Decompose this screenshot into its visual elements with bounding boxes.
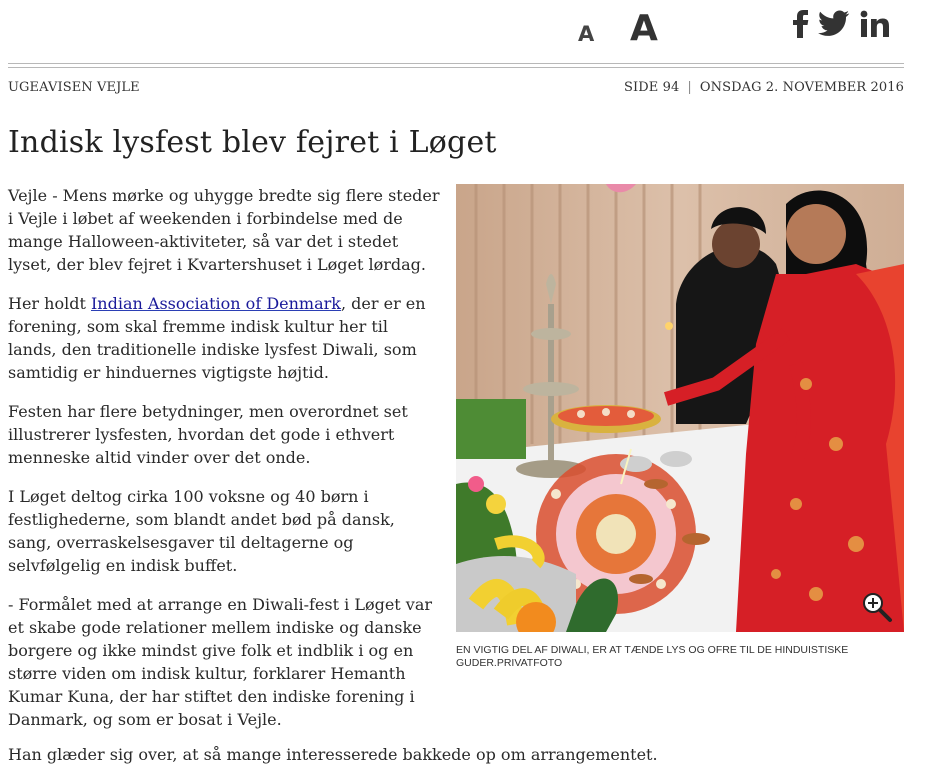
facebook-icon[interactable] — [792, 10, 810, 38]
paragraph: I Løget deltog cirka 100 voksne og 40 børn i festlighederne, som blandt andet bød på dansk, sang, overraskelsesgaver til deltagerne og selvfølgelig en indisk buffet. — [8, 487, 395, 575]
paragraph — [8, 292, 440, 384]
zoom-in-icon[interactable] — [860, 590, 894, 624]
page-number: SIDE 94 — [624, 80, 680, 95]
toolbar — [0, 0, 927, 64]
page-date-line — [624, 80, 904, 95]
font-size-increase-button[interactable]: A — [630, 8, 658, 49]
photo-caption: EN VIGTIG DEL AF DIWALI, ER AT TÆNDE LYS OG OFRE TIL DE HINDUISTISKE GUDER.PRIVATFOTO — [456, 644, 849, 669]
article-title: Indisk lysfest blev fejret i Løget — [8, 125, 497, 160]
twitter-icon[interactable] — [818, 10, 850, 38]
header-divider — [8, 63, 904, 64]
article-photo[interactable] — [456, 184, 904, 632]
paragraph-text: Her holdt — [8, 294, 91, 313]
paragraph: Festen har flere betydninger, men overordnet set illustrerer lysfesten, hvordan det gode i ethvert menneske altid vinder over det onde. — [8, 402, 408, 467]
linkedin-icon[interactable] — [860, 10, 889, 38]
font-size-decrease-button[interactable]: A — [578, 22, 595, 46]
publication-name: UGEAVISEN VEJLE — [8, 80, 140, 95]
diwali-photo-illustration — [456, 184, 904, 632]
separator: | — [687, 80, 692, 95]
paragraph: Vejle - Mens mørke og uhygge bredte sig flere steder i Vejle i løbet af weekenden i forbindelse med de mange Halloween-aktiviteter, så var det i stedet lyset, der blev fejret i Kvartershuset i Løget lørdag. — [8, 186, 440, 274]
publication-date: ONSDAG 2. NOVEMBER 2016 — [699, 80, 904, 95]
indian-association-link[interactable]: Indian Association of Denmark — [90, 294, 341, 313]
paragraph: Han glæder sig over, at så mange interesserede bakkede op om arrangementet. — [8, 745, 658, 764]
header-divider-secondary — [8, 67, 904, 68]
paragraph-text: , der er en forening, som skal fremme indisk kultur her til lands, den traditionelle indiske lysfest Diwali, som samtidig er hinduernes vigtigste højtid. — [8, 294, 426, 382]
article-body — [8, 184, 440, 747]
paragraph: - Formålet med at arrange en Diwali-fest i Løget var et skabe gode relationer mellem indiske og danske borgere og ikke mindst give folk et indblik i og en større viden om indisk kultur, forklarer Hemanth Kumar Kuna, der har stiftet den indiske forening i Danmark, og som er bosat i Vejle. — [8, 595, 433, 729]
